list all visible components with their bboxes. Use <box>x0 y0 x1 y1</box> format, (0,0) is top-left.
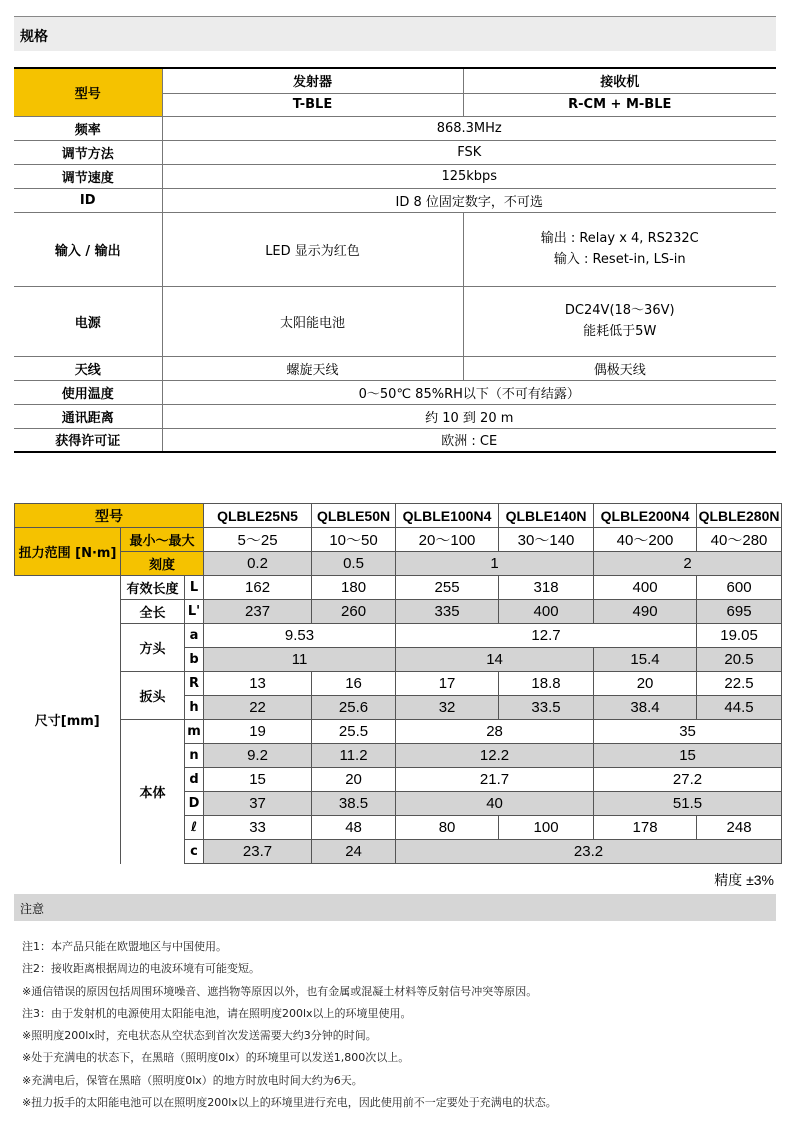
id-value: ID 8 位固定数字，不可选 <box>162 188 776 212</box>
d-value: 21.7 <box>396 768 594 792</box>
l-value: 48 <box>312 816 396 840</box>
h-value: 33.5 <box>499 696 594 720</box>
b-value: 20.5 <box>697 648 782 672</box>
antenna-label: 天线 <box>14 356 162 380</box>
power-rx-voltage: DC24V(18～36V) <box>564 303 675 318</box>
l-value: 100 <box>499 816 594 840</box>
note-item: ※处于充满电的状态下，在黑暗（照明度0lx）的环境里可以发送1,800次以上。 <box>22 1051 410 1065</box>
io-tx: LED 显示为红色 <box>162 212 463 286</box>
rate-value: 125kbps <box>162 164 776 188</box>
R-value: 17 <box>396 672 499 696</box>
distance-value: 约 10 到 20 m <box>162 404 776 428</box>
l-value: 80 <box>396 816 499 840</box>
torque-wrench-table <box>14 503 782 864</box>
n-value: 9.2 <box>204 744 312 768</box>
n-value: 15 <box>594 744 782 768</box>
transmitter-name: 发射器 <box>162 68 463 93</box>
D-value: 38.5 <box>312 792 396 816</box>
note-item: ※充满电后，保管在黑暗（照明度0lx）的地方时放电时间大约为6天。 <box>22 1073 363 1087</box>
m-value: 35 <box>594 720 782 744</box>
effective-length-label: 有效长度 <box>121 576 185 600</box>
total-len-value: 335 <box>396 600 499 624</box>
scale-value: 0.2 <box>204 552 312 576</box>
model-name: QLBLE140N <box>499 504 594 528</box>
total-length-label: 全长 <box>121 600 185 624</box>
power-label: 电源 <box>14 286 162 356</box>
d-value: 27.2 <box>594 768 782 792</box>
certification-value: 欧洲 : CE <box>162 428 776 452</box>
note-item: 注2：接收距离根据周边的电波环境有可能变短。 <box>22 962 260 976</box>
model-name: QLBLE280N <box>697 504 782 528</box>
d-value: 20 <box>312 768 396 792</box>
n-value: 11.2 <box>312 744 396 768</box>
wrench-head-label: 扳头 <box>121 672 185 720</box>
certification-label: 获得许可证 <box>14 428 162 452</box>
Lp-symbol: L' <box>185 600 204 624</box>
eff-len-value: 255 <box>396 576 499 600</box>
io-rx-input: 输入 : Reset-in, LS-in <box>553 252 686 267</box>
h-value: 25.6 <box>312 696 396 720</box>
temperature-label: 使用温度 <box>14 380 162 404</box>
range-value: 5～25 <box>204 528 312 552</box>
D-value: 40 <box>396 792 594 816</box>
range-value: 20～100 <box>396 528 499 552</box>
receiver-model: R-CM + M-BLE <box>463 93 776 116</box>
square-head-label: 方头 <box>121 624 185 672</box>
power-rx-consumption: 能耗低于5W <box>583 324 657 339</box>
D-value: 37 <box>204 792 312 816</box>
b-value: 15.4 <box>594 648 697 672</box>
m-value: 28 <box>396 720 594 744</box>
total-len-value: 400 <box>499 600 594 624</box>
eff-len-value: 600 <box>697 576 782 600</box>
distance-label: 通讯距离 <box>14 404 162 428</box>
frequency-label: 频率 <box>14 116 162 140</box>
a-value: 19.05 <box>697 624 782 648</box>
notes-section-title: 注意 <box>20 902 45 916</box>
a-value: 9.53 <box>204 624 396 648</box>
m-symbol: m <box>185 720 204 744</box>
scale-value: 0.5 <box>312 552 396 576</box>
notes-list <box>22 936 557 1114</box>
notes-section-header <box>14 894 776 921</box>
model-label: 型号 <box>14 68 162 116</box>
receiver-name: 接收机 <box>463 68 776 93</box>
t2-model-label: 型号 <box>15 504 204 528</box>
spec-section-header <box>14 16 776 51</box>
rate-label: 调节速度 <box>14 164 162 188</box>
transmitter-model: T-BLE <box>162 93 463 116</box>
note-item: ※扭力扳手的太阳能电池可以在照明度200lx以上的环境里进行充电，因此使用前不一定要处于充满电的状态。 <box>22 1096 557 1110</box>
h-value: 44.5 <box>697 696 782 720</box>
R-value: 20 <box>594 672 697 696</box>
scale-value: 1 <box>396 552 594 576</box>
b-value: 11 <box>204 648 396 672</box>
d-symbol: d <box>185 768 204 792</box>
eff-len-value: 400 <box>594 576 697 600</box>
m-value: 25.5 <box>312 720 396 744</box>
scale-value: 2 <box>594 552 782 576</box>
modulation-label: 调节方法 <box>14 140 162 164</box>
model-name: QLBLE200N4 <box>594 504 697 528</box>
temperature-value: 0～50℃ 85%RH以下（不可有结露） <box>162 380 776 404</box>
min-max-label: 最小～最大 <box>121 528 204 552</box>
body-label: 本体 <box>121 720 185 864</box>
total-len-value: 260 <box>312 600 396 624</box>
io-rx-output: 输出 : Relay x 4, RS232C <box>540 231 699 246</box>
modulation-value: FSK <box>162 140 776 164</box>
id-label: ID <box>14 188 162 212</box>
total-len-value: 237 <box>204 600 312 624</box>
precision-note: 精度 ±3% <box>714 872 774 888</box>
range-value: 40～200 <box>594 528 697 552</box>
range-value: 10～50 <box>312 528 396 552</box>
R-value: 18.8 <box>499 672 594 696</box>
b-value: 14 <box>396 648 594 672</box>
eff-len-value: 318 <box>499 576 594 600</box>
D-value: 51.5 <box>594 792 782 816</box>
R-value: 16 <box>312 672 396 696</box>
spec-table <box>14 67 776 453</box>
frequency-value: 868.3MHz <box>162 116 776 140</box>
dimension-label: 尺寸[mm] <box>15 576 121 864</box>
l-value: 178 <box>594 816 697 840</box>
h-value: 38.4 <box>594 696 697 720</box>
D-symbol: D <box>185 792 204 816</box>
io-label: 输入 / 输出 <box>14 212 162 286</box>
b-symbol: b <box>185 648 204 672</box>
antenna-rx: 偶极天线 <box>463 356 776 380</box>
eff-len-value: 180 <box>312 576 396 600</box>
note-item: 注3：由于发射机的电源使用太阳能电池，请在照明度200lx以上的环境里使用。 <box>22 1006 412 1020</box>
total-len-value: 490 <box>594 600 697 624</box>
R-value: 22.5 <box>697 672 782 696</box>
l-symbol: ℓ <box>185 816 204 840</box>
note-item: 注1：本产品只能在欧盟地区与中国使用。 <box>22 940 227 953</box>
h-value: 32 <box>396 696 499 720</box>
n-value: 12.2 <box>396 744 594 768</box>
a-symbol: a <box>185 624 204 648</box>
h-symbol: h <box>185 696 204 720</box>
antenna-tx: 螺旋天线 <box>162 356 463 380</box>
l-value: 248 <box>697 816 782 840</box>
range-value: 40～280 <box>697 528 782 552</box>
model-name: QLBLE50N <box>312 504 396 528</box>
scale-label: 刻度 <box>121 552 204 576</box>
R-symbol: R <box>185 672 204 696</box>
note-item: ※照明度200lx时，充电状态从空状态到首次发送需要大约3分钟的时间。 <box>22 1029 377 1043</box>
n-symbol: n <box>185 744 204 768</box>
total-len-value: 695 <box>697 600 782 624</box>
c-symbol: c <box>185 840 204 864</box>
io-rx <box>463 212 776 286</box>
h-value: 22 <box>204 696 312 720</box>
model-name: QLBLE100N4 <box>396 504 499 528</box>
l-value: 33 <box>204 816 312 840</box>
a-value: 12.7 <box>396 624 697 648</box>
spec-section-title: 规格 <box>20 29 48 45</box>
model-name: QLBLE25N5 <box>204 504 312 528</box>
range-value: 30～140 <box>499 528 594 552</box>
R-value: 13 <box>204 672 312 696</box>
note-item: ※通信错误的原因包括周围环境噪音、遮挡物等原因以外，也有金属或混凝土材料等反射信号冲突等原因。 <box>22 984 538 998</box>
c-value: 23.2 <box>396 840 782 864</box>
torque-range-label: 扭力范围 [N·m] <box>15 528 121 576</box>
power-tx: 太阳能电池 <box>162 286 463 356</box>
L-symbol: L <box>185 576 204 600</box>
eff-len-value: 162 <box>204 576 312 600</box>
power-rx <box>463 286 776 356</box>
d-value: 15 <box>204 768 312 792</box>
c-value: 23.7 <box>204 840 312 864</box>
m-value: 19 <box>204 720 312 744</box>
c-value: 24 <box>312 840 396 864</box>
